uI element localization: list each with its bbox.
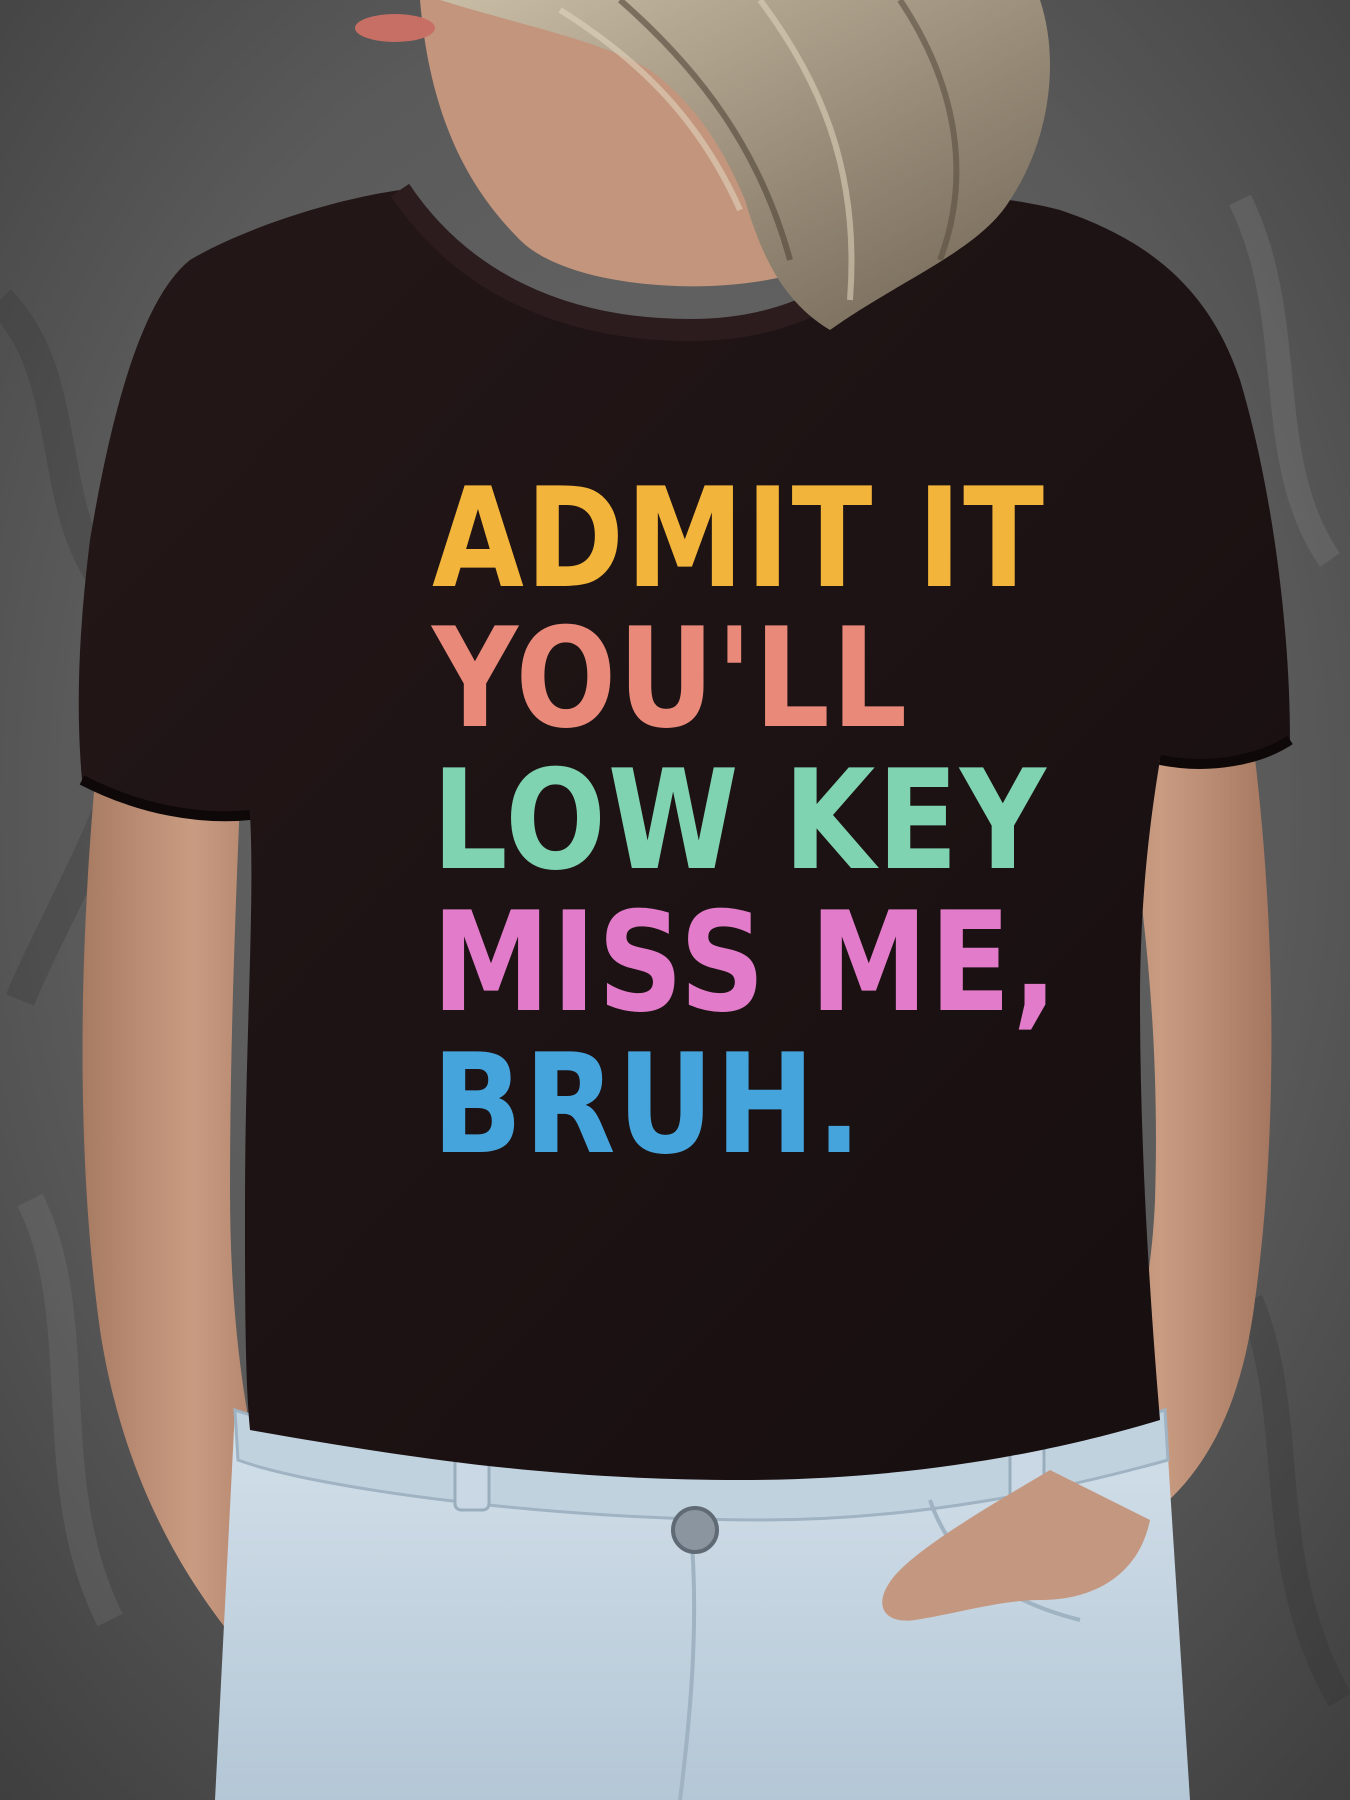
lips [355, 14, 435, 42]
shirt-graphic-print [432, 458, 1072, 1190]
jeans-button [673, 1508, 717, 1552]
print-line-youll: YOU'LL [432, 598, 909, 759]
print-line-bruh: BRUH. [432, 1024, 864, 1185]
print-line-admit-it: ADMIT IT [432, 458, 1046, 619]
print-line-low-key: LOW KEY [432, 740, 1048, 901]
print-line-miss-me: MISS ME, [432, 882, 1060, 1043]
